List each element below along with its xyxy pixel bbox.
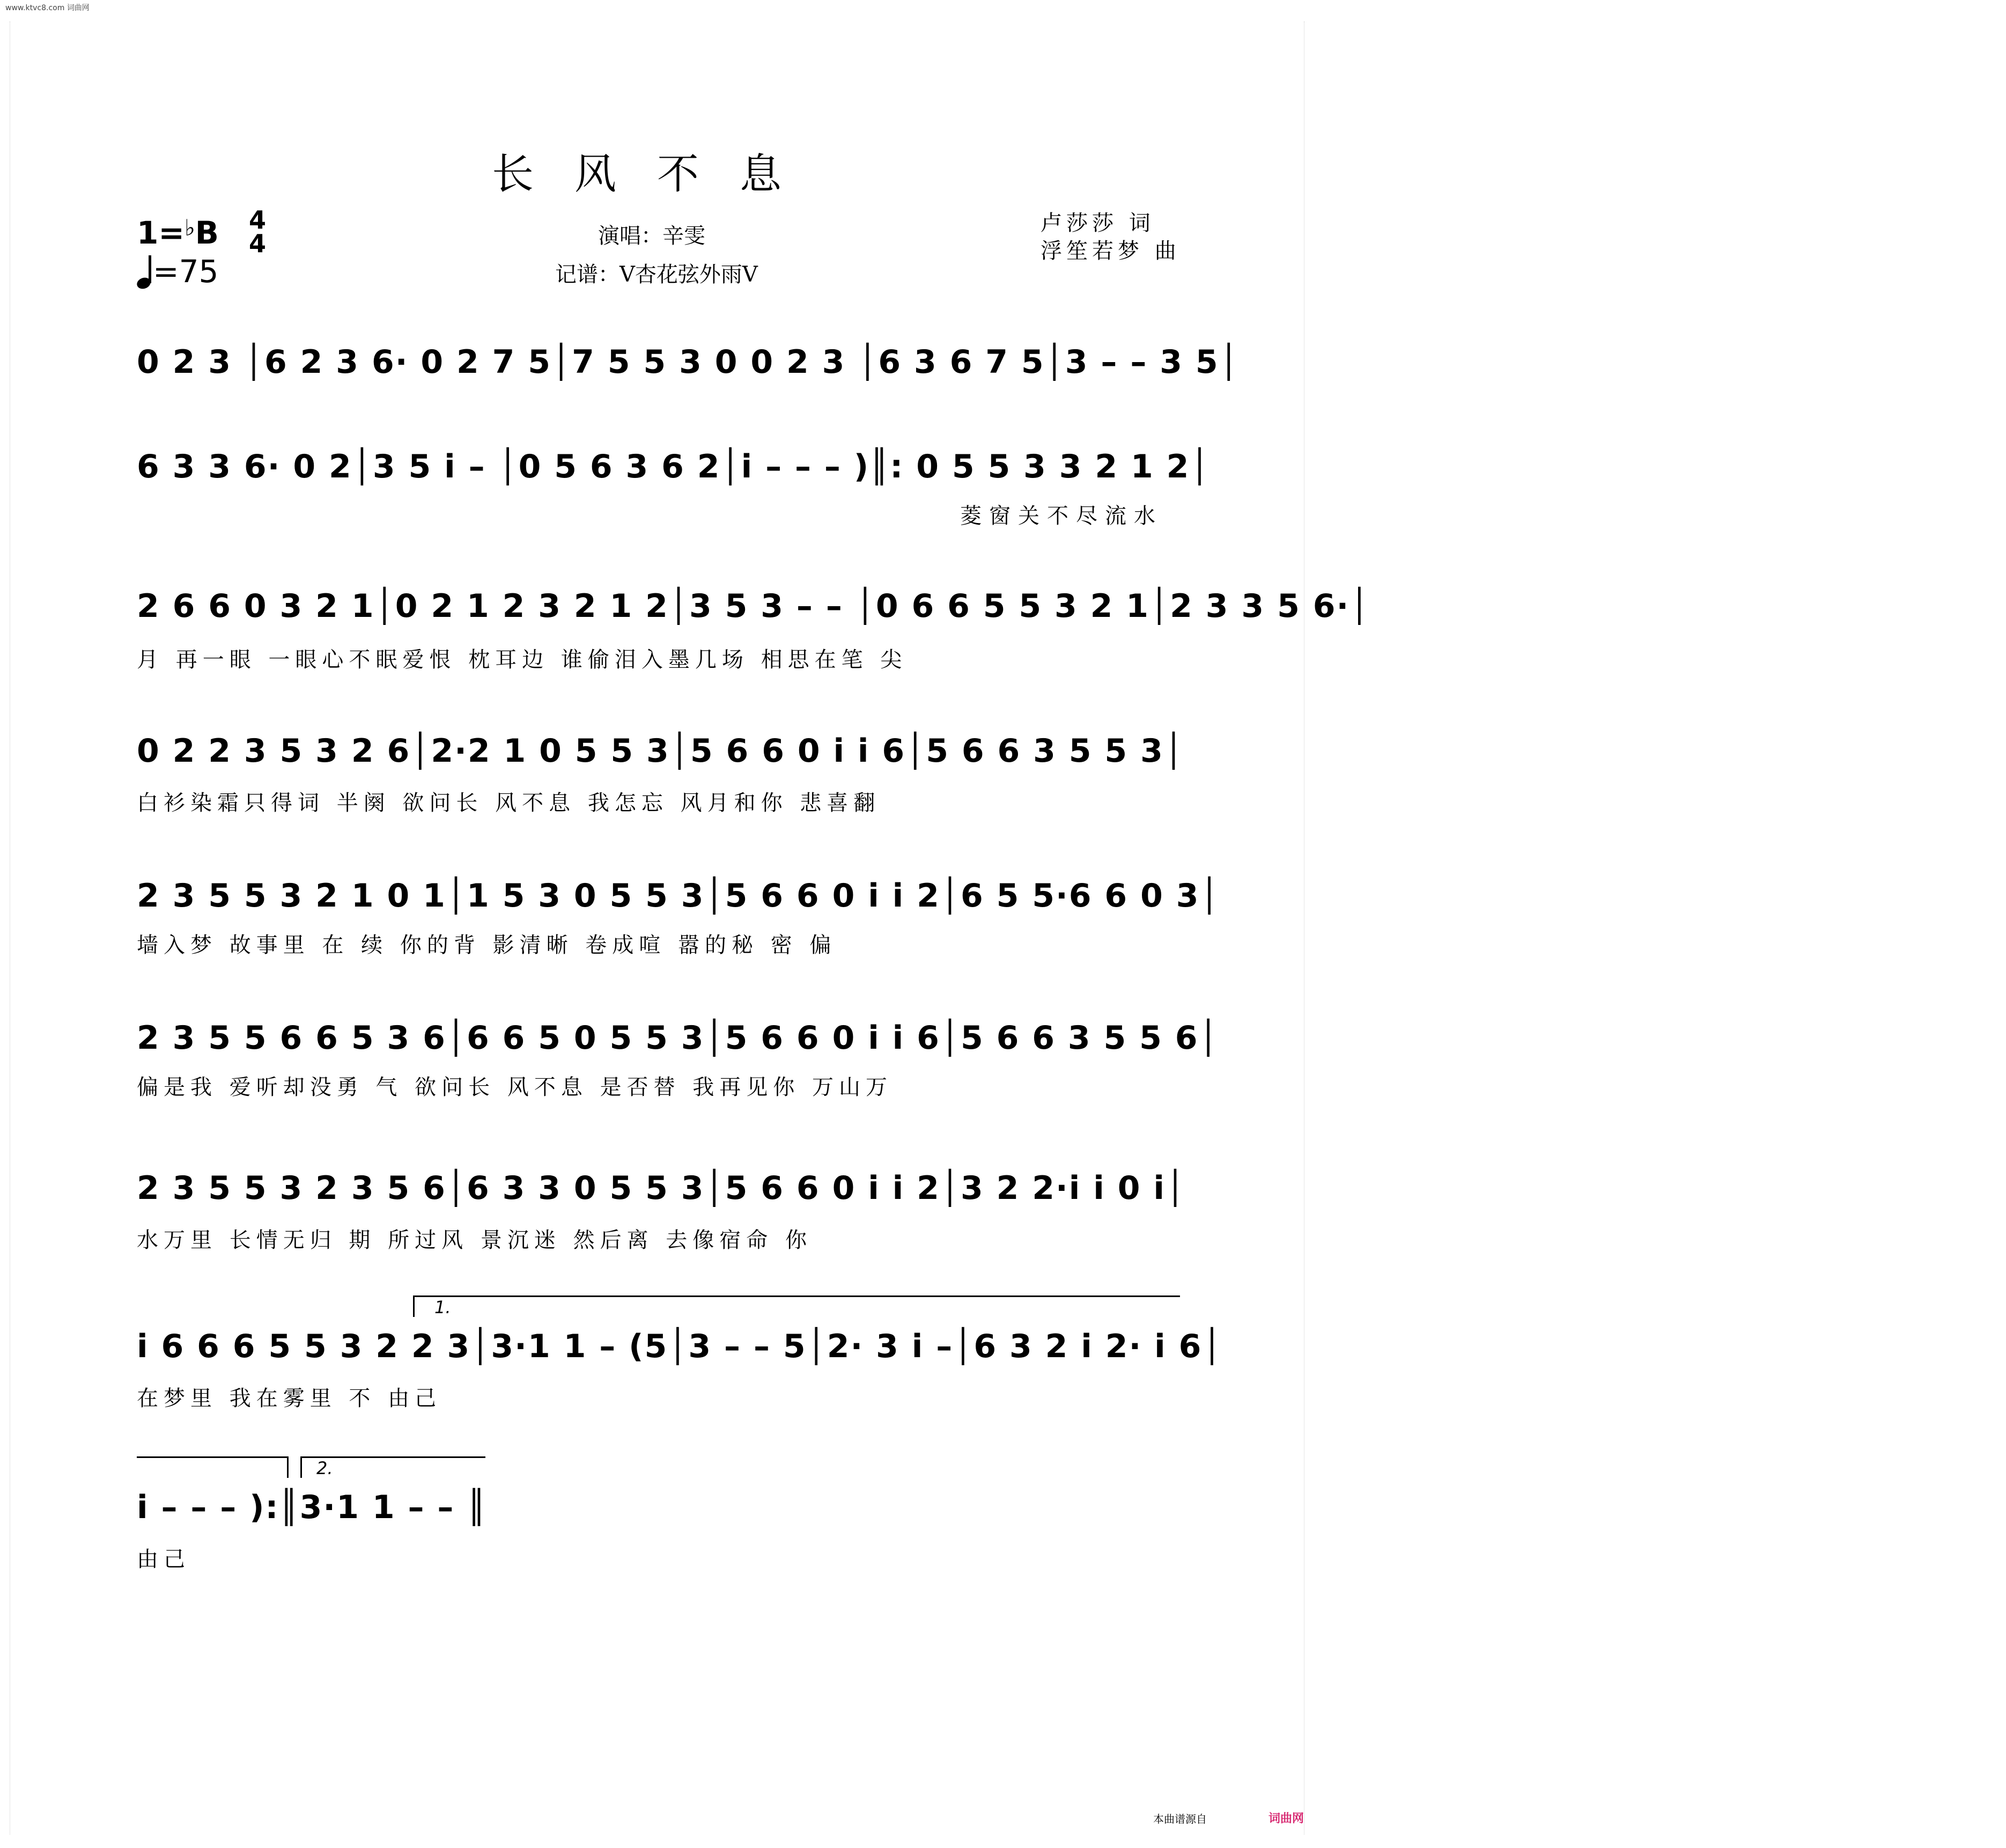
footer-site-logo: 词曲网	[1268, 1812, 1304, 1825]
staff-8-lyrics: 在梦里 我在雾里 不 由己	[137, 1386, 442, 1411]
source-url: www.ktvc8.com 词曲网	[5, 4, 90, 12]
staff-9-lyrics: 由己	[137, 1547, 190, 1572]
key-prefix: 1=	[137, 215, 185, 251]
key-signature	[137, 215, 219, 251]
quarter-note-icon	[137, 257, 153, 290]
volta-1-hook	[413, 1295, 415, 1317]
staff-9-notes: i – – – ):║3·1 1 – – ║	[137, 1489, 488, 1526]
volta-1-line	[413, 1295, 1180, 1297]
staff-2-lyrics: 菱窗关不尽流水	[960, 504, 1163, 528]
time-signature	[247, 205, 268, 258]
composer: 浮笙若梦 曲	[1041, 239, 1181, 263]
right-margin-strip	[1304, 21, 1312, 1835]
staff-4-notes: 0 2 2 3 5 3 2 6│2·2 1 0 5 5 3│5 6 6 0 i i 6│5 6 6 3 5 5 3│	[137, 732, 1184, 770]
flat-icon: ♭	[184, 215, 195, 241]
volta-1-continuation	[137, 1456, 287, 1458]
lyricist: 卢莎莎 词	[1041, 211, 1155, 235]
volta-2-hook	[300, 1456, 302, 1478]
volta-1-number: 1.	[434, 1297, 451, 1317]
staff-4-lyrics: 白衫染霜只得词 半阕 欲问长 风不息 我怎忘 风月和你 悲喜翻	[137, 791, 881, 815]
staff-1-notes: 0 2 3 │6 2 3 6· 0 2 7 5│7 5 5 3 0 0 2 3 │6 3 6 7 5│3 – – 3 5│	[137, 343, 1240, 381]
page-title: 长风不息	[491, 150, 822, 198]
volta-2-number: 2.	[316, 1458, 333, 1478]
tempo-marking	[137, 253, 218, 290]
volta-1-end	[287, 1456, 289, 1478]
staff-5-notes: 2 3 5 5 3 2 1 0 1│1 5 3 0 5 5 3│5 6 6 0 i i 2│6 5 5·6 6 0 3│	[137, 877, 1220, 915]
staff-3-lyrics: 月 再一眼 一眼心不眠爱恨 枕耳边 谁偷泪入墨几场 相思在笔 尖	[137, 647, 908, 672]
staff-6-notes: 2 3 5 5 6 6 5 3 6│6 6 5 0 5 5 3│5 6 6 0 i i 6│5 6 6 3 5 5 6│	[137, 1019, 1219, 1057]
staff-8-notes: i 6 6 6 5 5 3 2 2 3│3·1 1 – (5│3 – – 5│2· 3 i –│6 3 2 i 2· i 6│	[137, 1328, 1223, 1365]
tempo-value: =75	[153, 253, 219, 290]
time-bottom: 4	[248, 229, 266, 258]
staff-3-notes: 2 6 6 0 3 2 1│0 2 1 2 3 2 1 2│3 5 3 – – │0 6 6 5 5 3 2 1│2 3 3 5 6·│	[137, 587, 1370, 625]
staff-2-notes: 6 3 3 6· 0 2│3 5 i – │0 5 6 3 6 2│i – – – )║: 0 5 5 3 3 2 1 2│	[137, 448, 1211, 485]
left-margin-strip	[2, 21, 10, 1835]
transcriber: 记谱：V杏花弦外雨V	[555, 262, 758, 287]
staff-7-lyrics: 水万里 长情无归 期 所过风 景沉迷 然后离 去像宿命 你	[137, 1228, 813, 1253]
key-letter: B	[195, 215, 219, 251]
singer: 演唱：辛雯	[598, 224, 705, 248]
footer-source: 本曲谱源自	[1153, 1813, 1207, 1825]
staff-5-lyrics: 墙入梦 故事里 在 续 你的背 影清晰 卷成喧 嚣的秘 密 偏	[137, 933, 837, 958]
staff-6-lyrics: 偏是我 爱听却没勇 气 欲问长 风不息 是否替 我再见你 万山万	[137, 1075, 893, 1100]
time-top: 4	[248, 205, 266, 234]
staff-7-notes: 2 3 5 5 3 2 3 5 6│6 3 3 0 5 5 3│5 6 6 0 i i 2│3 2 2·i i 0 i│	[137, 1169, 1186, 1207]
